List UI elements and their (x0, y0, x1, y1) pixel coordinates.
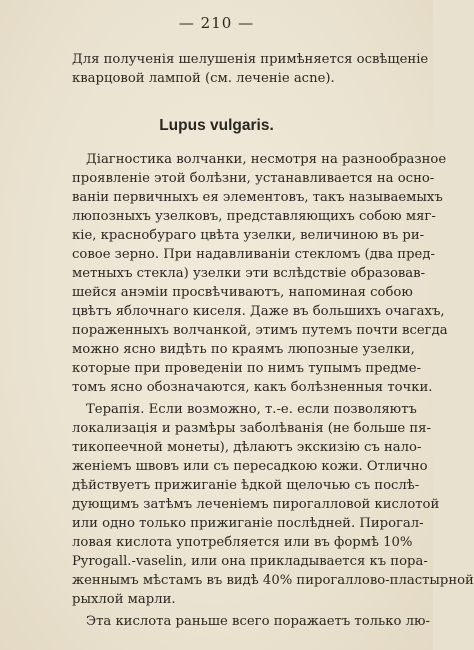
paragraph-line: Эта кислота раньше всего поражаетъ только лю- (86, 614, 430, 629)
paragraph-line: рыхлой марли. (72, 592, 176, 607)
paragraph-line: ваніи первичныхъ ея элементовъ, такъ называемыхъ (72, 190, 443, 205)
paragraph-line: дѣйствуетъ прижиганіе ѣдкой щелочью съ послѣ- (72, 478, 420, 493)
paragraph-line: или одно только прижиганіе послѣдней. Пирогал- (72, 516, 424, 531)
paragraph-line: Діагностика волчанки, несмотря на разнообразное (86, 152, 447, 167)
paragraph-line: ловая кислота употребляется или въ формѣ 10% (72, 535, 413, 550)
paragraph-line: шейся анэміи просвѣчиваютъ, напоминая собою (72, 285, 413, 300)
paragraph-line: проявленіе этой болѣзни, устанавливается на осно- (72, 171, 435, 186)
section-heading: Lupus vulgaris. (159, 117, 274, 134)
intro-line: Для полученія шелушенія примѣняется освѣщеніе (72, 52, 429, 67)
paragraph-line: люпозныхъ узелковъ, представляющихъ собою мяг- (72, 209, 436, 224)
paragraph-line: дующимъ затѣмъ леченіемъ пирогалловой кислотой (72, 497, 440, 512)
paragraph-line: которые при проведеніи по нимъ тупымъ предме- (72, 361, 422, 376)
paragraph-line: Pyrogall.-vaselin, или она прикладывается къ пора- (72, 554, 428, 569)
paragraph-line: цвѣтъ яблочнаго киселя. Даже въ большихъ очагахъ, (72, 304, 445, 319)
paragraph-line: женнымъ мѣстамъ въ видѣ 40% пирогаллово-пластырной (72, 573, 474, 588)
paragraph-line: Терапія. Если возможно, т.-е. если позволяютъ (86, 402, 417, 417)
paragraph-line: совое зерно. При надавливаніи стекломъ (два пред- (72, 247, 435, 262)
paragraph-line: кіе, краснобураго цвѣта узелки, величиною въ ри- (72, 228, 425, 243)
intro-line: кварцовой лампой (см. леченіе acne). (72, 71, 335, 86)
paragraph-line: тикопеечной монеты), дѣлаютъ экскизію съ нало- (72, 440, 422, 455)
paragraph-line: локализація и размѣры заболѣванія (не больше пя- (72, 421, 431, 436)
page-number: — 210 — (178, 14, 255, 32)
paragraph-line: пораженныхъ волчанкой, этимъ путемъ почти всегда (72, 323, 448, 338)
paragraph-line: женіемъ швовъ или съ пересадкою кожи. Отлично (72, 459, 428, 474)
paragraph-line: можно ясно видѣть по краямъ люпозные узелки, (72, 342, 415, 357)
paragraph-line: метныхъ стекла) узелки эти вслѣдствіе образовав- (72, 266, 426, 281)
paragraph-line: томъ ясно обозначаются, какъ болѣзненныя точки. (72, 380, 433, 395)
